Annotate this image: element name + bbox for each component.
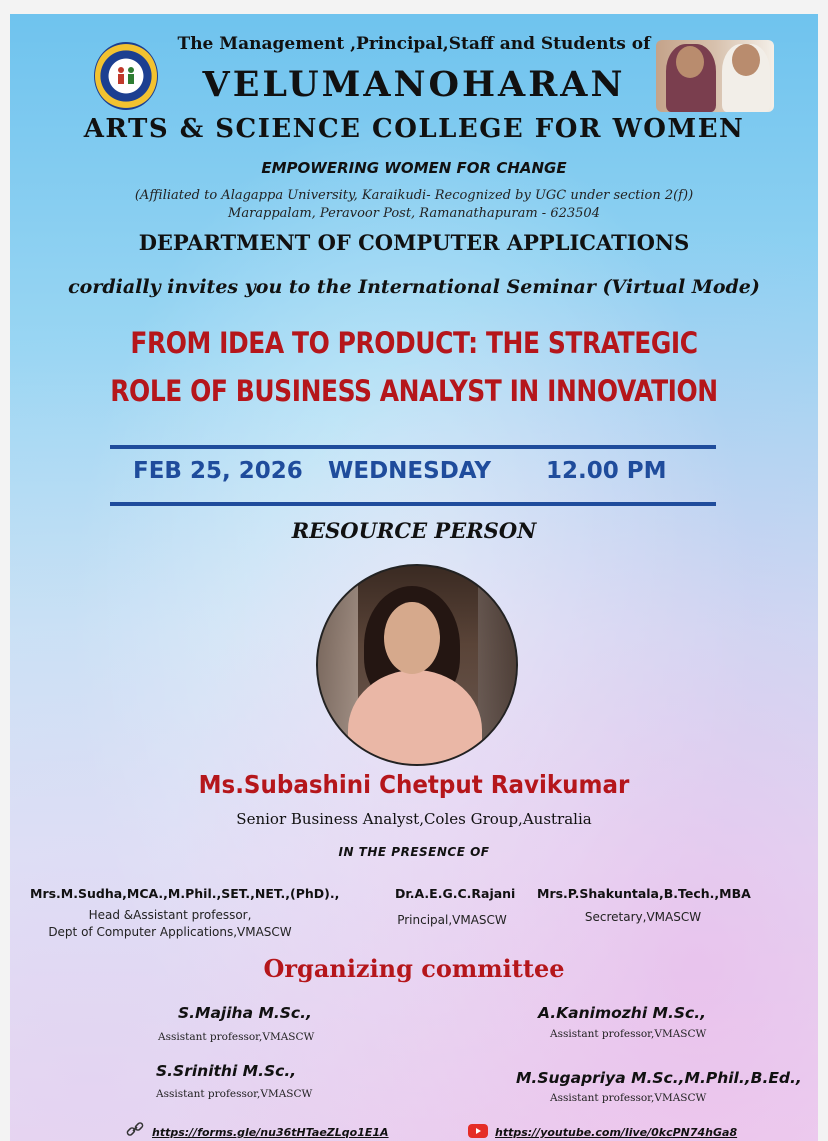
address-text: Marappalam, Peravoor Post, Ramanathapuram - 623504 [228, 206, 600, 221]
seminar-poster [10, 14, 818, 1141]
resource-person-photo [316, 564, 518, 766]
college-motto: EMPOWERING WOMEN FOR CHANGE [261, 159, 567, 177]
college-subtitle: ARTS & SCIENCE COLLEGE FOR WOMEN [83, 114, 745, 144]
seminar-date: FEB 25, 2026 [133, 458, 303, 484]
presence-role-1a: Head &Assistant professor, [88, 908, 252, 922]
organizing-committee-heading: Organizing committee [263, 954, 565, 983]
committee-member-3-name: S.Srinithi M.Sc., [156, 1062, 297, 1080]
link-icon [126, 1122, 144, 1138]
department-name: DEPARTMENT OF COMPUTER APPLICATIONS [138, 230, 690, 255]
committee-member-4-role: Assistant professor,VMASCW [550, 1092, 707, 1104]
youtube-live-link[interactable]: https://youtube.com/live/0kcPN74hGa8 [495, 1126, 738, 1139]
photo-top [348, 670, 482, 766]
youtube-icon [468, 1124, 488, 1138]
committee-member-2-name: A.Kanimozhi M.Sc., [538, 1004, 706, 1022]
presence-heading: IN THE PRESENCE OF [338, 845, 490, 859]
resource-person-designation: Senior Business Analyst,Coles Group,Australia [236, 810, 592, 828]
seminar-day: WEDNESDAY [328, 458, 492, 484]
seminar-title-line2: ROLE OF BUSINESS ANALYST IN INNOVATION [110, 374, 718, 408]
committee-member-4-name: M.Sugapriya M.Sc.,M.Phil.,B.Ed., [516, 1069, 802, 1087]
college-name: VELUMANOHARAN [202, 64, 626, 105]
presence-name-1: Mrs.M.Sudha,MCA.,M.Phil.,SET.,NET.,(PhD)., [30, 886, 340, 901]
divider-top [110, 445, 716, 449]
seminar-time: 12.00 PM [546, 458, 667, 484]
invitation-text: cordially invites you to the International Seminar (Virtual Mode) [68, 276, 760, 298]
presence-role-1b: Dept of Computer Applications,VMASCW [48, 925, 292, 939]
committee-member-2-role: Assistant professor,VMASCW [550, 1028, 707, 1040]
presence-role-3: Secretary,VMASCW [584, 910, 702, 924]
presence-role-2: Principal,VMASCW [397, 913, 507, 927]
photo-face [384, 602, 440, 674]
resource-person-name: Ms.Subashini Chetput Ravikumar [198, 770, 630, 799]
divider-bottom [110, 502, 716, 506]
presence-name-2: Dr.A.E.G.C.Rajani [395, 886, 516, 901]
committee-member-1-name: S.Majiha M.Sc., [178, 1004, 312, 1022]
affiliation-text: (Affiliated to Alagappa University, Karaikudi- Recognized by UGC under section 2(f)) [134, 188, 694, 203]
committee-member-1-role: Assistant professor,VMASCW [158, 1031, 315, 1043]
committee-member-3-role: Assistant professor,VMASCW [156, 1088, 313, 1100]
registration-form-link[interactable]: https://forms.gle/nu36tHTaeZLqo1E1A [152, 1126, 389, 1139]
invite-line: The Management ,Principal,Staff and Students of [177, 34, 651, 54]
resource-person-heading: RESOURCE PERSON [291, 518, 537, 543]
photo-background-right [478, 566, 518, 764]
presence-name-3: Mrs.P.Shakuntala,B.Tech.,MBA [537, 886, 751, 901]
seminar-title-line1: FROM IDEA TO PRODUCT: THE STRATEGIC [130, 326, 698, 360]
